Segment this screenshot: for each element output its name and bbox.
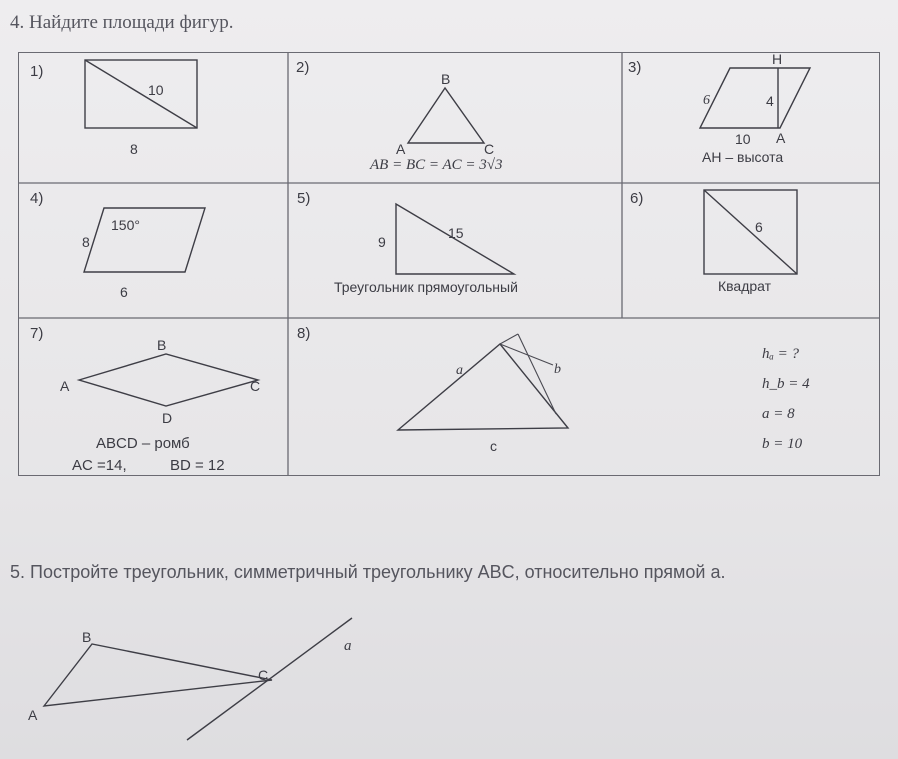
label-h: H bbox=[772, 51, 783, 67]
rhombus-caption: ABCD – ромб bbox=[96, 435, 190, 452]
triangle-shape bbox=[398, 344, 568, 430]
cell-7-rhombus bbox=[30, 325, 260, 474]
hypotenuse-label: 15 bbox=[448, 225, 464, 241]
side-label: 8 bbox=[130, 141, 138, 157]
value-a: a = 8 bbox=[762, 406, 795, 422]
height-label: 4 bbox=[766, 93, 774, 109]
side-label: 8 bbox=[82, 234, 90, 250]
vertex-d: D bbox=[162, 410, 173, 426]
cell-number: 6) bbox=[630, 190, 644, 207]
rhombus-diagonal-ac: AC =14, bbox=[72, 457, 127, 474]
vertex-c: C bbox=[258, 667, 269, 683]
vertex-a: A bbox=[60, 378, 70, 394]
triangle-caption: AB = BC = AC = 3√3 bbox=[370, 157, 503, 173]
side-b-label: b bbox=[554, 362, 561, 377]
side-label: 6 bbox=[703, 93, 710, 108]
symmetry-line-a bbox=[187, 618, 352, 740]
line-a-label: a bbox=[344, 638, 352, 654]
vertex-a: A bbox=[28, 707, 38, 723]
cell-number: 5) bbox=[297, 190, 311, 207]
angle-label: 150° bbox=[111, 217, 140, 233]
triangle-shape bbox=[408, 88, 484, 143]
task5-title: 5. Постройте треугольник, симметричный треугольнику ABC, относительно прямой a. bbox=[10, 562, 726, 582]
square-diagonal bbox=[704, 190, 797, 274]
cell-5-right-triangle bbox=[297, 190, 518, 295]
cell-6-square bbox=[630, 190, 797, 294]
parallelogram-shape bbox=[84, 208, 205, 272]
cell-1-rectangle bbox=[30, 60, 197, 157]
vertex-a: A bbox=[396, 141, 406, 157]
diagonal-label: 10 bbox=[148, 82, 164, 98]
triangle-abc bbox=[44, 644, 272, 706]
vertex-c: C bbox=[250, 378, 261, 394]
cell-8-triangle bbox=[297, 325, 810, 454]
vertex-c: C bbox=[484, 141, 495, 157]
base-label: 6 bbox=[120, 284, 128, 300]
base-label: 10 bbox=[735, 131, 751, 147]
cell-2-triangle bbox=[296, 59, 503, 173]
cell-number: 3) bbox=[628, 59, 642, 76]
side-a-label: a bbox=[456, 363, 463, 378]
square-caption: Квадрат bbox=[718, 278, 772, 294]
rectangle-diagonal bbox=[85, 60, 197, 128]
cell-3-parallelogram bbox=[628, 51, 810, 165]
triangle-caption: Треугольник прямоугольный bbox=[334, 279, 518, 295]
vertex-b: B bbox=[157, 337, 167, 353]
vertex-b: B bbox=[441, 71, 451, 87]
cell-4-parallelogram bbox=[30, 190, 205, 300]
value-ha: hₐ = ? bbox=[762, 346, 800, 362]
cell-number: 4) bbox=[30, 190, 44, 207]
leg-label: 9 bbox=[378, 234, 386, 250]
value-b: b = 10 bbox=[762, 436, 803, 452]
cell-number: 1) bbox=[30, 63, 44, 80]
vertex-b: B bbox=[82, 629, 92, 645]
diagonal-label: 6 bbox=[755, 219, 763, 235]
side-c-label: c bbox=[490, 438, 497, 454]
value-hb: h_b = 4 bbox=[762, 376, 810, 392]
label-a: A bbox=[776, 130, 786, 146]
task4-title: 4. Найдите площади фигур. bbox=[10, 12, 234, 33]
cell-number: 7) bbox=[30, 325, 44, 342]
height-foot bbox=[500, 334, 518, 344]
rhombus-shape bbox=[79, 354, 261, 406]
cell-number: 8) bbox=[297, 325, 311, 342]
parallelogram-shape bbox=[700, 68, 810, 128]
rhombus-diagonal-bd: BD = 12 bbox=[170, 457, 225, 474]
task5-figure bbox=[28, 618, 352, 740]
parallelogram-caption: AH – высота bbox=[702, 149, 784, 165]
cell-number: 2) bbox=[296, 59, 310, 76]
